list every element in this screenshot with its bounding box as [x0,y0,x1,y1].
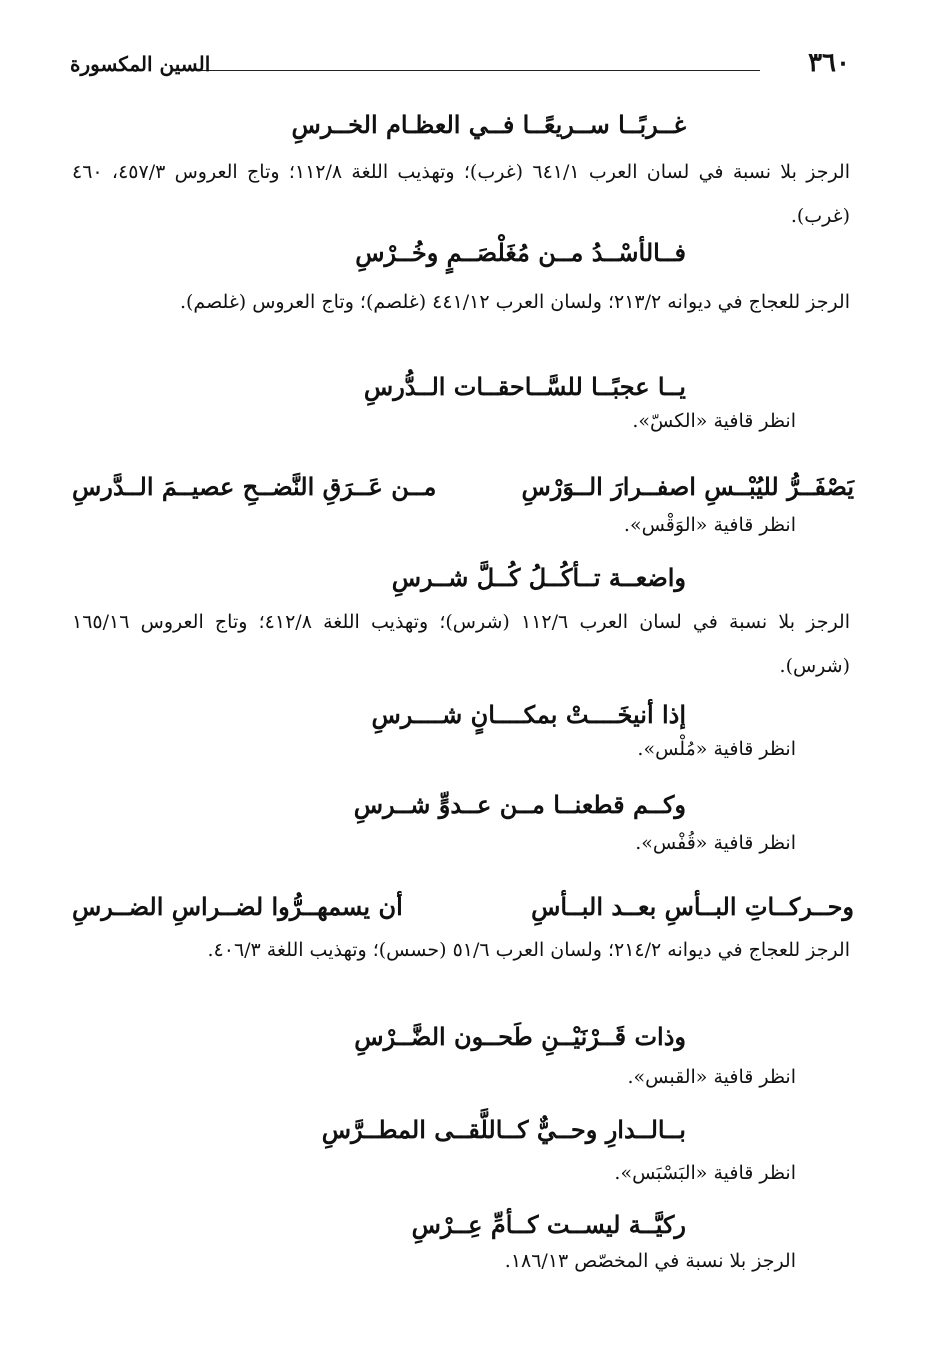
verse-4 [72,472,854,501]
verse-2: فــالأسْــدُ مــن مُغَلْصَــمٍ وخُــرْسِ [355,238,686,267]
verse-5-note: الرجز بلا نسبة في لسان العرب ١١٢/٦ (شرس)؛ وتهذيب اللغة ٤١٢/٨؛ وتاج العروس ١٦٥/١٦ (شرس). [72,611,850,677]
verse-1: غــربًــا ســريعًــا فــي العظـام الخــرسِ [291,110,686,139]
page-header [70,48,850,88]
verse-6-note: انظر قافية «مُلْس». [637,738,796,760]
verse-9-note: انظر قافية «القبس». [627,1066,796,1088]
verse-5: واضعــة تــأكُــلُ كُــلَّ شــرسِ [391,563,686,592]
header-rule [200,70,760,71]
verse-8 [72,892,854,921]
verse-4-first-hemistich: يَصْفَــرُّ لليُبْــسِ اصفــرارَ الــوَرْسِ [521,472,854,501]
section-title: السين المكسورة [70,52,211,76]
verse-10-note: انظر قافية «البَسْبَس». [614,1162,796,1184]
verse-8-note: الرجز للعجاج في ديوانه ٢١٤/٢؛ ولسان العرب ٥١/٦ (حسس)؛ وتهذيب اللغة ٤٠٦/٣. [207,939,850,961]
verse-9: وذات قَــرْنَيْــنِ طَحــون الضَّــرْسِ [354,1022,686,1051]
verse-3: يــا عجبًــا للسَّــاحقــات الــدُّرسِ [363,372,686,401]
verse-7-note: انظر قافية «قُفْس». [635,832,796,854]
verse-8-first-hemistich: وحــركــاتِ البــأسِ بعــد البــأسِ [531,892,854,921]
verse-11-note: الرجز بلا نسبة في المخصّص ١٨٦/١٣. [504,1250,796,1272]
verse-4-second-hemistich: مــن عَــرَقِ النَّضــحِ عصيــمَ الــدَّرسِ [72,472,437,501]
verse-10: بــالــدارِ وحــيٌّ كــاللَّقــى المطــرَّسِ [321,1115,686,1144]
verse-8-second-hemistich: أن يسمهــرُّوا لضــراسِ الضــرسِ [72,892,403,921]
verse-6: إذا أنيخَــــتْ بمكــــانٍ شــــرسِ [371,700,686,729]
verse-11: ركيَّــة ليســت كــأمِّ عِــرْسِ [411,1210,686,1239]
verse-1-note: الرجز بلا نسبة في لسان العرب ٦٤١/١ (غرب)؛ وتهذيب اللغة ١١٢/٨؛ وتاج العروس ٤٥٧/٣، ٤٦٠ (غرب). [72,161,850,227]
page-number: ٣٦٠ [808,48,850,78]
verse-3-note: انظر قافية «الكسّ». [632,410,796,432]
verse-2-note: الرجز للعجاج في ديوانه ٢١٣/٢؛ ولسان العرب ٤٤١/١٢ (غلصم)؛ وتاج العروس (غلصم). [179,291,850,313]
verse-7: وكــم قطعنــا مــن عــدوٍّ شــرسِ [353,790,686,819]
verse-4-note: انظر قافية «الوَقْس». [623,514,796,536]
